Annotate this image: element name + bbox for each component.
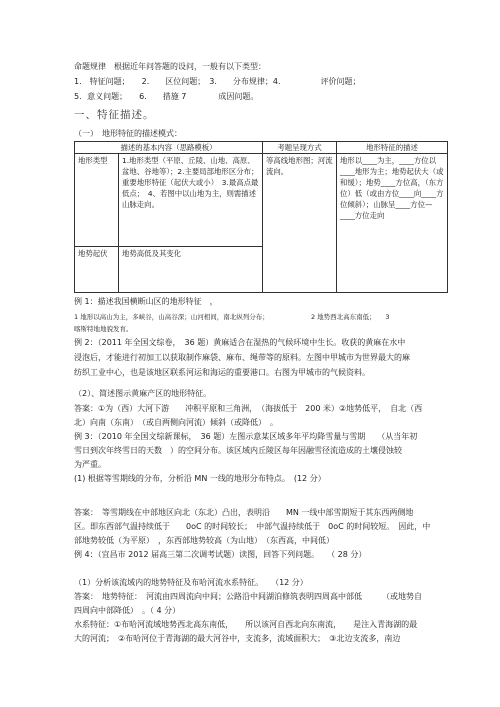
example-4: 例 4：（宜昌市 2012 届高三第二次调考试题）读图，回答下列问题。 （ 28 分） <box>74 550 367 559</box>
header-basic-content: 描述的基本内容（思路模板） <box>75 142 263 154</box>
row-label: 地势起伏 <box>75 247 119 293</box>
question-3: (1) 根据等雪期线的分布，分析沿 MN 一线的地形分布特点。 (12 分） <box>74 474 326 483</box>
answer-4-cont: 四周向中部降低） 。（ 4 分） <box>74 606 181 615</box>
example-3-line-2: 雪日到次年终雪日的天数 ）的空间分布。该区域内丘陵区每年因融雪径流造成的土壤侵蚀较 <box>74 446 402 455</box>
section-title: 一、特征描述。 <box>74 109 155 121</box>
example-3-line-3: 为严重。 <box>74 460 106 469</box>
answer-2: 答案：①为（西）大河下游 冲积平原和三角洲， （海拔低于 200 米）②地势低平， 自北（西 <box>74 404 423 413</box>
water-system-feature-cont: 大的河流； ②布哈河位于青海湖的最大河谷中，支流多，流域面积大； ③北边支流多，南边 <box>74 634 401 643</box>
example-1: 例 1：描述我国横断山区的地形特征 ， <box>74 297 218 306</box>
row-description: 地形以____为主，____方位以____地形为主；地势起伏大（或和缓）；地势____方位高，（东方位）低（或由方位____向____方位倾斜）；山脉呈____方位—____方位走向 <box>337 154 448 293</box>
row-content: 1.地形类型（平原、丘陵、山地、高原、盆地、谷地等）；2.主要局部地形区分布；重要地形特征（起伏大或小） 3.最高点最低点； 4、若图中以山地为主，则需描述山脉走向。 <box>119 154 263 247</box>
example-1-answer: 1 地形以高山为主，多峡谷，山高谷深；山河相间，南北纵列分布； 2 地势西北高东南低； 3 <box>74 313 390 321</box>
answer-3-line-3: 部地势较低（为平原） ，东西部地势较高（为山地） （东西高，中间低） <box>74 536 334 545</box>
question-2: （2）、简述图示黄麻产区的地形特征。 <box>74 389 212 398</box>
example-1-answer-cont: 喀斯特地地貌发育。 <box>74 325 133 333</box>
header-question-form: 考题呈现方式 <box>263 142 337 154</box>
terrain-description-table <box>74 141 448 293</box>
intro-line-1: 命题规律 根据近年问答题的设问，一般有以下类型： <box>74 62 266 71</box>
question-4: （1）分析该流域内的地势特征及布哈河流水系特征。 （12 分） <box>74 578 308 587</box>
answer-4: 答案： 地势特征： 河流由四周流向中间；公路沿中间湖泊修筑表明四周高中部低 （或地势自 <box>74 592 422 601</box>
table-header-row <box>75 142 448 154</box>
example-3: 例 3：（2010 年全国文综新课标， 36 题）左图示意某区域多年平均降雪量与雪期 （从当年初 <box>74 432 418 441</box>
row-content: 地势高低及其变化 <box>119 247 263 293</box>
example-2: 例 2：（2011 年全国文综卷， 36 题）黄麻适合在湿热的气候环境中生长。收获的黄麻在水中 <box>74 338 406 347</box>
answer-2-cont: 北）向南（东南） （或自两侧向河流）倾斜（或降低） 。 <box>74 418 278 427</box>
row-label: 地形类型 <box>75 154 119 247</box>
example-2-line-3: 纺织工业中心，也是该地区联系河运和海运的重要港口。右图为甲城市的气候资料。 <box>74 368 370 377</box>
water-system-feature: 水系特征：①布哈河流域地势西北高东南低， 所以该河自西北向东南流， 是注入青海湖的最 <box>74 620 418 629</box>
answer-3: 答案： 等雪期线在中部地区向北（东北）凸出，表明沿 MN 一线中部雪期短于其东西两侧地 <box>74 508 414 517</box>
example-2-line-2: 浸泡后，才能进行初加工以获取制作麻袋、麻布、绳带等的原料。左图中甲城市为世界最大的麻 <box>74 353 410 362</box>
row-question-form: 等高线地形图；河流流向。 <box>263 154 337 293</box>
section-subtitle: （一） 地形特征的描述模式： <box>74 129 182 138</box>
header-terrain-description: 地形特征的描述 <box>337 142 448 154</box>
intro-line-2: 1. 特征问题； 2. 区位问题； 3. 分布规律；4. 评价问题； <box>74 77 361 86</box>
table-row <box>75 154 448 247</box>
answer-3-line-2: 区。即东西部气温持续低于 0oC 的时间较长； 中部气温持续低于 0oC 的时间较短。 因此，中 <box>74 522 431 531</box>
intro-line-3: 5．意义问题； 6. 措施 7 成因问题。 <box>74 92 259 101</box>
